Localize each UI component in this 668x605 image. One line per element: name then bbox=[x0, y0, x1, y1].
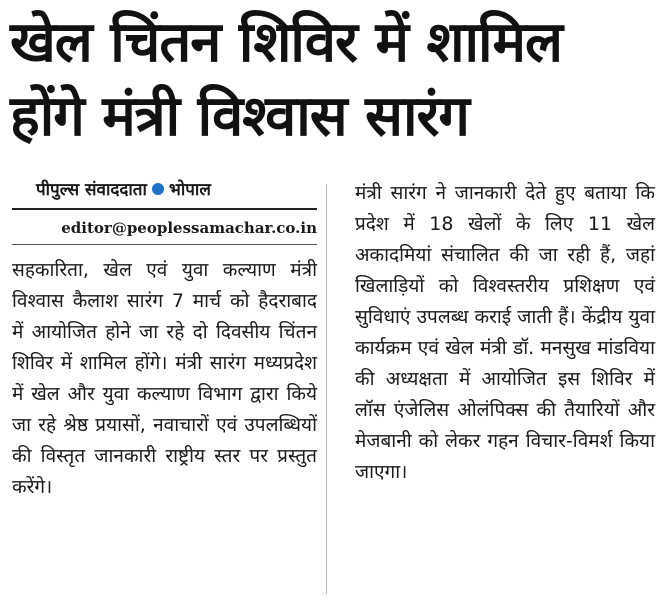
left-column bbox=[12, 178, 317, 503]
column-divider bbox=[326, 184, 327, 594]
headline bbox=[10, 6, 660, 154]
city-name: भोपाल bbox=[168, 180, 211, 200]
bullet-dot-icon bbox=[152, 183, 164, 195]
byline bbox=[12, 178, 317, 202]
editor-email: editor@peoplessamachar.co.in bbox=[61, 219, 317, 237]
headline-line-2: होंगे मंत्री विश्वास सारंग bbox=[10, 84, 469, 149]
reporter-name: पीपुल्स संवाददाता bbox=[36, 180, 147, 200]
article-paragraph-1: सहकारिता, खेल एवं युवा कल्याण मंत्री विश्वास कैलाश सारंग 7 मार्च को हैदराबाद में आयोजित होने जा रहे दो दिवसीय चिंतन शिविर में शामिल होंगे। मंत्री सारंग मध्यप्रदेश में खेल और युवा कल्याण विभाग द्वारा किये जा रहे श्रेष्ठ प्रयासों, नवाचारों एवं उपलब्धियों की विस्तृत जानकारी राष्ट्रीय स्तर पर प्रस्तुत करेंगे। bbox=[12, 259, 317, 498]
headline-line-1: खेल चिंतन शिविर में शामिल bbox=[10, 10, 562, 75]
right-column bbox=[337, 178, 655, 488]
email-divider bbox=[12, 244, 317, 245]
article-paragraph-2: मंत्री सारंग ने जानकारी देते हुए बताया कि प्रदेश में 18 खेलों के लिए 11 खेल अकादमियां संचालित की जा रही हैं, जहां खिलाड़ियों को विश्वस्तरीय प्रशिक्षण एवं सुविधाएं उपलब्ध कराई जाती हैं। केंद्रीय युवा कार्यक्रम एवं खेल मंत्री डॉ. मनसुख मांडविया की अध्यक्षता में आयोजित इस शिविर में लॉस एंजेलिस ओलंपिक्स की तैयारियों और मेजबानी को लेकर गहन विचार-विमर्श किया जाएगा। bbox=[355, 182, 655, 483]
